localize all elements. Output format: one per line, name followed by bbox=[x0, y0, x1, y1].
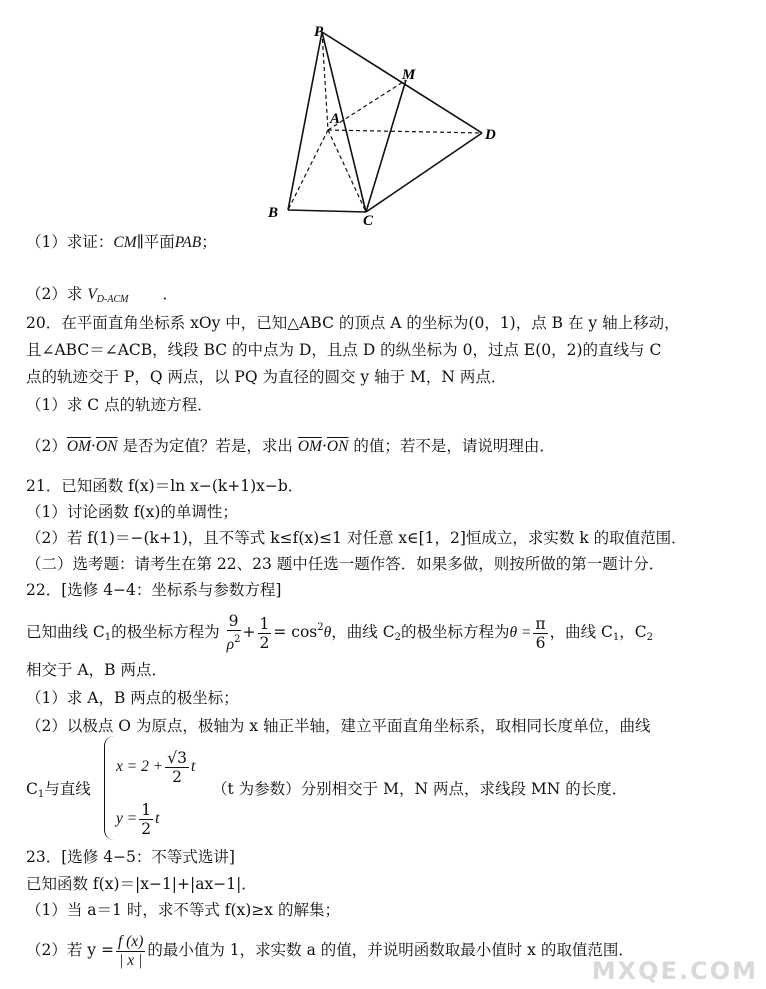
q22-text-e: ，曲线 C bbox=[549, 623, 613, 641]
fx-num: f (x) bbox=[117, 932, 144, 950]
label-P: P bbox=[314, 24, 324, 40]
fraction-pi-6 bbox=[533, 615, 547, 652]
frac-den-sup: 2 bbox=[234, 634, 241, 645]
q19-part2-prefix: （2）求 bbox=[26, 285, 83, 303]
q22-c2b-sub: 2 bbox=[646, 632, 654, 643]
q19-part2 bbox=[26, 284, 178, 310]
fraction-sqrt3-2 bbox=[165, 749, 189, 786]
q22-c1-line bbox=[26, 779, 91, 805]
pyramid-figure bbox=[250, 20, 510, 230]
q20-p2-mid: 是否为定值？若是，求出 bbox=[122, 437, 293, 455]
vector-om-2: $\overline{OM}$ bbox=[297, 438, 322, 455]
c1-letter: C bbox=[26, 780, 38, 798]
y-den: 2 bbox=[141, 819, 152, 838]
q19-part2-end: ． bbox=[162, 285, 178, 303]
fraction-fx-absx bbox=[116, 933, 145, 970]
q21-part1: （1）讨论函数 f(x)的单调性； bbox=[26, 503, 238, 521]
eq-y-t: t bbox=[155, 810, 160, 827]
q21-line1: 21．已知函数 f(x)＝ln x−(k+1)x−b． bbox=[26, 477, 304, 495]
q23-line1: 已知函数 f(x)＝|x−1|+|ax−1|． bbox=[26, 875, 257, 893]
q22-c1-sub: 1 bbox=[104, 632, 112, 643]
q19-part1 bbox=[26, 232, 217, 253]
vector-on: $\overline{ON}$ bbox=[95, 438, 118, 455]
q23-p2-text: 的最小值为 1，求实数 a 的值，并说明函数取最小值时 x 的取值范围． bbox=[147, 941, 634, 959]
q20-part2 bbox=[26, 436, 555, 457]
q22-line2: 相交于 A，B 两点． bbox=[26, 661, 167, 679]
absx-den: | x | bbox=[119, 951, 143, 969]
frac-den-rho: ρ bbox=[226, 636, 235, 653]
q20-line3: 点的轨迹交于 P，Q 两点，以 PQ 为直径的圆交 y 轴于 M，N 两点． bbox=[26, 368, 507, 386]
six: 6 bbox=[535, 633, 546, 652]
q22-text-f: ，C bbox=[619, 623, 647, 641]
system-param-text: （t 为参数）分别相交于 M，N 两点，求线段 MN 的长度． bbox=[212, 780, 628, 798]
q22-c1b-sub: 1 bbox=[612, 632, 620, 643]
frac-num: 9 bbox=[228, 612, 239, 630]
system-eq-x bbox=[116, 744, 195, 789]
eq-cos: = cos bbox=[273, 623, 318, 641]
q19-mid: ∥平面 bbox=[136, 233, 175, 251]
q19-cm: CM bbox=[113, 234, 137, 251]
label-M: M bbox=[402, 67, 416, 83]
q22-c2-sub: 2 bbox=[394, 632, 401, 643]
frac2-den: 2 bbox=[259, 633, 270, 652]
system-brace bbox=[104, 736, 115, 840]
q22-text-c: ，曲线 C bbox=[331, 623, 395, 641]
q22-text-d: 的极坐标方程为 bbox=[400, 623, 510, 641]
q20-line2: 且∠ABC＝∠ACB，线段 BC 的中点为 D，且点 D 的纵坐标为 0，过点 E(0，2)的直线与 C bbox=[26, 341, 662, 359]
q19-part1-prefix: （1）求证： bbox=[26, 233, 114, 251]
c1-sub: 1 bbox=[37, 789, 45, 800]
system-eq-y bbox=[116, 796, 159, 841]
q22-part2: （2）以极点 O 为原点，极轴为 x 轴正半轴，建立平面直角坐标系，取相同长度单位，曲线 bbox=[26, 717, 651, 735]
label-C: C bbox=[363, 213, 374, 229]
q20-p2-prefix: （2） bbox=[26, 437, 67, 455]
q19-v-sub: D-ACM bbox=[96, 294, 129, 305]
q22-title: 22．[选修 4−4：坐标系与参数方程] bbox=[26, 581, 282, 599]
q19-pab: PAB bbox=[174, 234, 202, 251]
q20-p2-end: 的值；若不是，请说明理由． bbox=[353, 437, 555, 455]
q22-line1 bbox=[26, 606, 653, 660]
watermark: MXQE.COM bbox=[591, 957, 758, 985]
dot-operator: · bbox=[90, 437, 96, 455]
elective-instructions: （二）选考题：请考生在第 22、23 题中任选一题作答．如果多做，则按所做的第一题计分． bbox=[26, 555, 665, 573]
vector-on-2: $\overline{ON}$ bbox=[326, 438, 349, 455]
fraction-1-2-y bbox=[139, 801, 153, 838]
dot-operator-2: · bbox=[321, 437, 327, 455]
q20-part1: （1）求 C 点的轨迹方程． bbox=[26, 396, 213, 414]
label-B: B bbox=[268, 205, 279, 221]
q22-c1: 已知曲线 C bbox=[26, 623, 105, 641]
q19-end: ； bbox=[201, 233, 217, 251]
q23-part2 bbox=[26, 928, 634, 972]
q23-p2-prefix: （2）若 y = bbox=[26, 941, 114, 959]
label-D: D bbox=[485, 127, 496, 143]
q22-text-b: 的极坐标方程为 bbox=[111, 623, 220, 641]
fraction-9-rho2 bbox=[227, 612, 241, 654]
q22-part1: （1）求 A，B 两点的极坐标； bbox=[26, 689, 239, 707]
q21-part2: （2）若 f(1)＝−(k+1)，且不等式 k≤f(x)≤1 对任意 x∈[1，2]恒成立，求实数 k 的取值范围． bbox=[26, 529, 687, 547]
q19-v: V bbox=[87, 286, 97, 303]
eq-y-left: y = bbox=[116, 810, 138, 827]
theta-eq: θ = bbox=[509, 624, 532, 641]
eq-x-left: x = 2 + bbox=[116, 758, 164, 775]
sqrt3: √3 bbox=[167, 748, 187, 767]
c1-text: 与直线 bbox=[44, 780, 91, 798]
q23-title: 23．[选修 4−5：不等式选讲] bbox=[26, 848, 235, 866]
pi: π bbox=[535, 614, 546, 633]
theta: θ bbox=[323, 624, 332, 641]
vector-om: $\overline{OM}$ bbox=[66, 438, 91, 455]
q23-part1: （1）当 a＝1 时，求不等式 f(x)≥x 的解集； bbox=[26, 901, 340, 919]
y-num: 1 bbox=[141, 800, 152, 819]
eq-x-t: t bbox=[190, 758, 196, 775]
q20-line1: 20．在平面直角坐标系 xOy 中，已知△ABC 的顶点 A 的坐标为(0，1)，点 B 在 y 轴上移动， bbox=[26, 314, 680, 332]
fraction-1-2 bbox=[258, 615, 272, 652]
frac2-num: 1 bbox=[259, 614, 270, 633]
cos-sup: 2 bbox=[317, 622, 324, 633]
sqrt3-den: 2 bbox=[172, 767, 182, 786]
label-A: A bbox=[330, 111, 341, 127]
plus-sign: + bbox=[242, 623, 256, 641]
